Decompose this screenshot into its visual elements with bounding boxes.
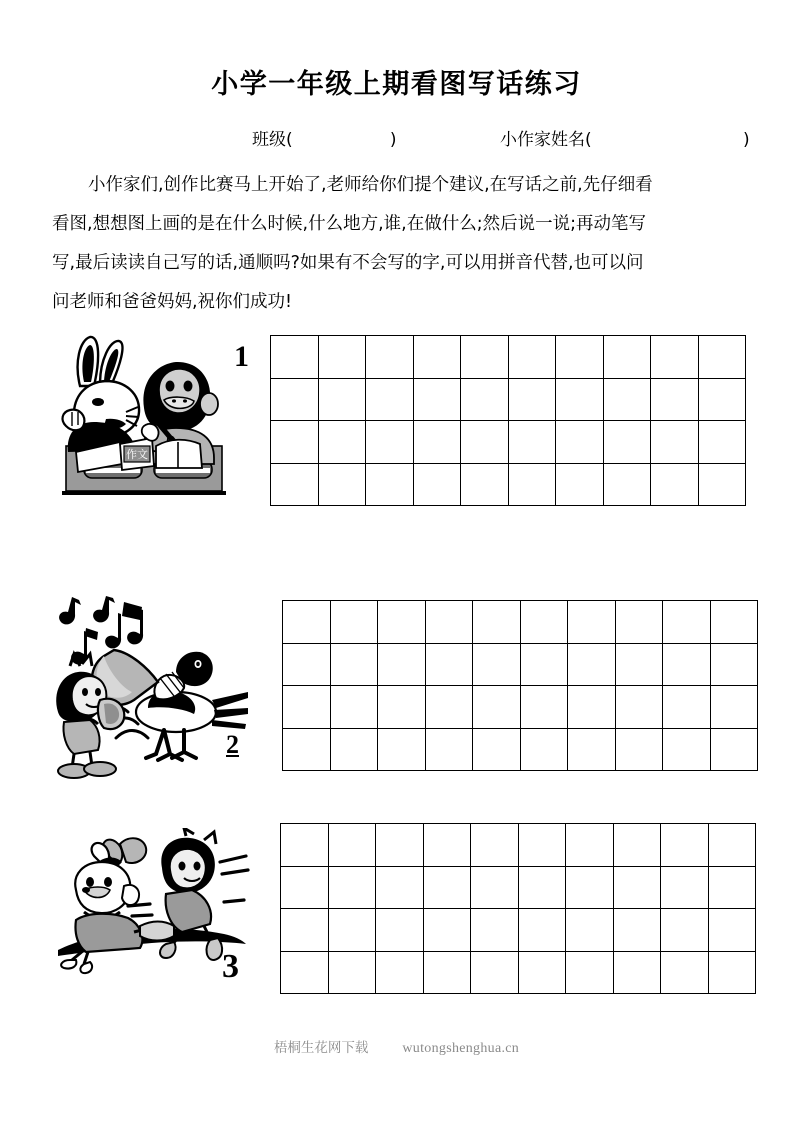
writing-grid-cell[interactable] (473, 644, 521, 687)
writing-grid-cell[interactable] (283, 729, 331, 772)
writing-grid-cell[interactable] (616, 644, 664, 687)
writing-grid-cell[interactable] (271, 464, 319, 507)
writing-grid-cell[interactable] (473, 601, 521, 644)
writing-grid-cell[interactable] (711, 729, 759, 772)
writing-grid-cell[interactable] (329, 824, 377, 867)
instructions-paragraph (52, 166, 752, 322)
writing-grid-cell[interactable] (366, 464, 414, 507)
writing-grid-cell[interactable] (426, 601, 474, 644)
writing-grid-cell[interactable] (614, 824, 662, 867)
writing-grid-cell[interactable] (461, 336, 509, 379)
writing-grid-cell[interactable] (663, 601, 711, 644)
writing-grid-cell[interactable] (604, 336, 652, 379)
writing-grid-cell[interactable] (661, 824, 709, 867)
writing-grid-cell[interactable] (471, 867, 519, 910)
writing-grid-cell[interactable] (378, 686, 426, 729)
writing-grid-cell[interactable] (699, 336, 747, 379)
writing-grid-cell[interactable] (519, 867, 567, 910)
exercise-number-2: 2 (226, 730, 239, 759)
instructions-line-3: 写,最后读读自己写的话,通顺吗?如果有不会写的字,可以用拼音代替,也可以问 (52, 253, 644, 273)
writing-grid-cell[interactable] (711, 644, 759, 687)
writing-grid-cell[interactable] (319, 464, 367, 507)
writing-grid-cell[interactable] (319, 336, 367, 379)
writing-grid-cell[interactable] (519, 952, 567, 995)
writing-grid-cell[interactable] (614, 952, 662, 995)
writing-grid-cell[interactable] (424, 867, 472, 910)
writing-grid-cell[interactable] (376, 867, 424, 910)
writing-grid-cell[interactable] (329, 909, 377, 952)
exercise-number-3: 3 (222, 948, 239, 985)
writing-grid-cell[interactable] (699, 421, 747, 464)
writing-grid-cell[interactable] (616, 729, 664, 772)
writing-grid-cell[interactable] (281, 867, 329, 910)
writing-grid-cell[interactable] (281, 909, 329, 952)
writing-grid-cell[interactable] (281, 824, 329, 867)
writing-grid-cell[interactable] (509, 379, 557, 422)
writing-grid-cell[interactable] (473, 686, 521, 729)
writing-grid-cell[interactable] (331, 601, 379, 644)
writing-grid-cell[interactable] (661, 952, 709, 995)
student-name-field-label[interactable]: 小作家姓名( ) (500, 130, 750, 150)
writing-grid-cell[interactable] (604, 421, 652, 464)
writing-grid-cell[interactable] (663, 644, 711, 687)
writing-grid-cell[interactable] (461, 464, 509, 507)
exercise-number-1: 1 (234, 340, 249, 373)
writing-grid-cell[interactable] (509, 336, 557, 379)
rabbit-monkey-art (60, 334, 228, 504)
writing-grid-cell[interactable] (651, 421, 699, 464)
writing-grid-cell[interactable] (331, 729, 379, 772)
footer-site-url[interactable]: wutongshenghua.cn (402, 1041, 520, 1056)
writing-grid-cell[interactable] (366, 336, 414, 379)
writing-grid-cell[interactable] (651, 464, 699, 507)
writing-grid-cell[interactable] (568, 729, 616, 772)
writing-grid-cell[interactable] (424, 952, 472, 995)
writing-grid-cell[interactable] (378, 729, 426, 772)
writing-grid-cell[interactable] (568, 601, 616, 644)
writing-grid-cell[interactable] (566, 909, 614, 952)
writing-grid-cell[interactable] (366, 421, 414, 464)
writing-grid-cell[interactable] (699, 464, 747, 507)
writing-grid-cell[interactable] (509, 464, 557, 507)
class-field-label[interactable]: 班级( ) (252, 130, 397, 150)
writing-grid-cell[interactable] (378, 601, 426, 644)
girl-magpie-art (52, 596, 248, 780)
writing-grid-cell[interactable] (473, 729, 521, 772)
writing-grid-cell[interactable] (329, 867, 377, 910)
writing-grid-cell[interactable] (521, 729, 569, 772)
writing-grid-cell[interactable] (509, 421, 557, 464)
writing-grid-cell[interactable] (614, 867, 662, 910)
writing-grid-cell[interactable] (566, 952, 614, 995)
writing-grid-cell[interactable] (414, 379, 462, 422)
writing-grid-cell[interactable] (271, 379, 319, 422)
writing-grid-cell[interactable] (568, 686, 616, 729)
writing-grid-cell[interactable] (616, 686, 664, 729)
page-title: 小学一年级上期看图写话练习 (211, 69, 582, 100)
writing-grid-cell[interactable] (521, 644, 569, 687)
writing-grid-cell[interactable] (651, 379, 699, 422)
writing-grid-cell[interactable] (376, 952, 424, 995)
page-footer (0, 1036, 793, 1057)
footer-site-name: 梧桐生花网下载 (273, 1040, 369, 1056)
writing-grid-cell[interactable] (461, 421, 509, 464)
writing-grid-cell[interactable] (281, 952, 329, 995)
writing-grid-cell[interactable] (709, 824, 757, 867)
writing-grid-cell[interactable] (283, 686, 331, 729)
writing-grid-cell[interactable] (271, 421, 319, 464)
writing-grid-2[interactable] (282, 600, 758, 771)
writing-grid-cell[interactable] (519, 909, 567, 952)
writing-grid-cell[interactable] (376, 824, 424, 867)
writing-grid-cell[interactable] (651, 336, 699, 379)
instructions-line-2: 看图,想想图上画的是在什么时候,什么地方,谁,在做什么;然后说一说;再动笔写 (52, 214, 647, 234)
writing-grid-cell[interactable] (521, 601, 569, 644)
writing-grid-cell[interactable] (661, 867, 709, 910)
writing-grid-cell[interactable] (319, 379, 367, 422)
writing-grid-cell[interactable] (661, 909, 709, 952)
writing-grid-cell[interactable] (566, 824, 614, 867)
writing-grid-cell[interactable] (663, 686, 711, 729)
writing-grid-cell[interactable] (709, 867, 757, 910)
writing-grid-cell[interactable] (424, 824, 472, 867)
writing-grid-cell[interactable] (424, 909, 472, 952)
instructions-line-4: 问老师和爸爸妈妈,祝你们成功! (52, 292, 293, 312)
writing-grid-cell[interactable] (604, 464, 652, 507)
writing-grid-cell[interactable] (471, 952, 519, 995)
writing-grid-cell[interactable] (426, 729, 474, 772)
writing-grid-cell[interactable] (711, 686, 759, 729)
writing-grid-cell[interactable] (331, 644, 379, 687)
writing-grid-cell[interactable] (283, 644, 331, 687)
instructions-line-1: 小作家们,创作比赛马上开始了,老师给你们提个建议,在写话之前,先仔细看 (88, 175, 653, 195)
writing-grid-cell[interactable] (566, 867, 614, 910)
writing-grid-1[interactable] (270, 335, 746, 506)
book-label-text: 作文 (126, 448, 148, 461)
writing-grid-3[interactable] (280, 823, 756, 994)
writing-grid-cell[interactable] (521, 686, 569, 729)
writing-grid-cell[interactable] (366, 379, 414, 422)
writing-grid-cell[interactable] (709, 909, 757, 952)
illustration-rabbit-and-monkey-reading-at-desk (60, 334, 228, 504)
writing-grid-cell[interactable] (376, 909, 424, 952)
writing-grid-cell[interactable] (331, 686, 379, 729)
writing-grid-cell[interactable] (426, 644, 474, 687)
writing-grid-cell[interactable] (568, 644, 616, 687)
illustration-girl-and-magpie-with-megaphones (52, 596, 248, 780)
writing-grid-cell[interactable] (616, 601, 664, 644)
writing-grid-cell[interactable] (711, 601, 759, 644)
writing-grid-cell[interactable] (414, 336, 462, 379)
writing-grid-cell[interactable] (426, 686, 474, 729)
writing-grid-cell[interactable] (414, 421, 462, 464)
writing-grid-cell[interactable] (471, 909, 519, 952)
writing-grid-cell[interactable] (414, 464, 462, 507)
writing-grid-cell[interactable] (663, 729, 711, 772)
writing-grid-cell[interactable] (461, 379, 509, 422)
writing-grid-cell[interactable] (709, 952, 757, 995)
writing-grid-cell[interactable] (604, 379, 652, 422)
writing-grid-cell[interactable] (556, 336, 604, 379)
writing-grid-cell[interactable] (271, 336, 319, 379)
writing-grid-cell[interactable] (519, 824, 567, 867)
writing-grid-cell[interactable] (556, 379, 604, 422)
writing-grid-cell[interactable] (699, 379, 747, 422)
writing-grid-cell[interactable] (378, 644, 426, 687)
writing-grid-cell[interactable] (556, 421, 604, 464)
writing-grid-cell[interactable] (471, 824, 519, 867)
writing-grid-cell[interactable] (556, 464, 604, 507)
writing-grid-cell[interactable] (283, 601, 331, 644)
writing-grid-cell[interactable] (329, 952, 377, 995)
writing-grid-cell[interactable] (614, 909, 662, 952)
writing-grid-cell[interactable] (319, 421, 367, 464)
